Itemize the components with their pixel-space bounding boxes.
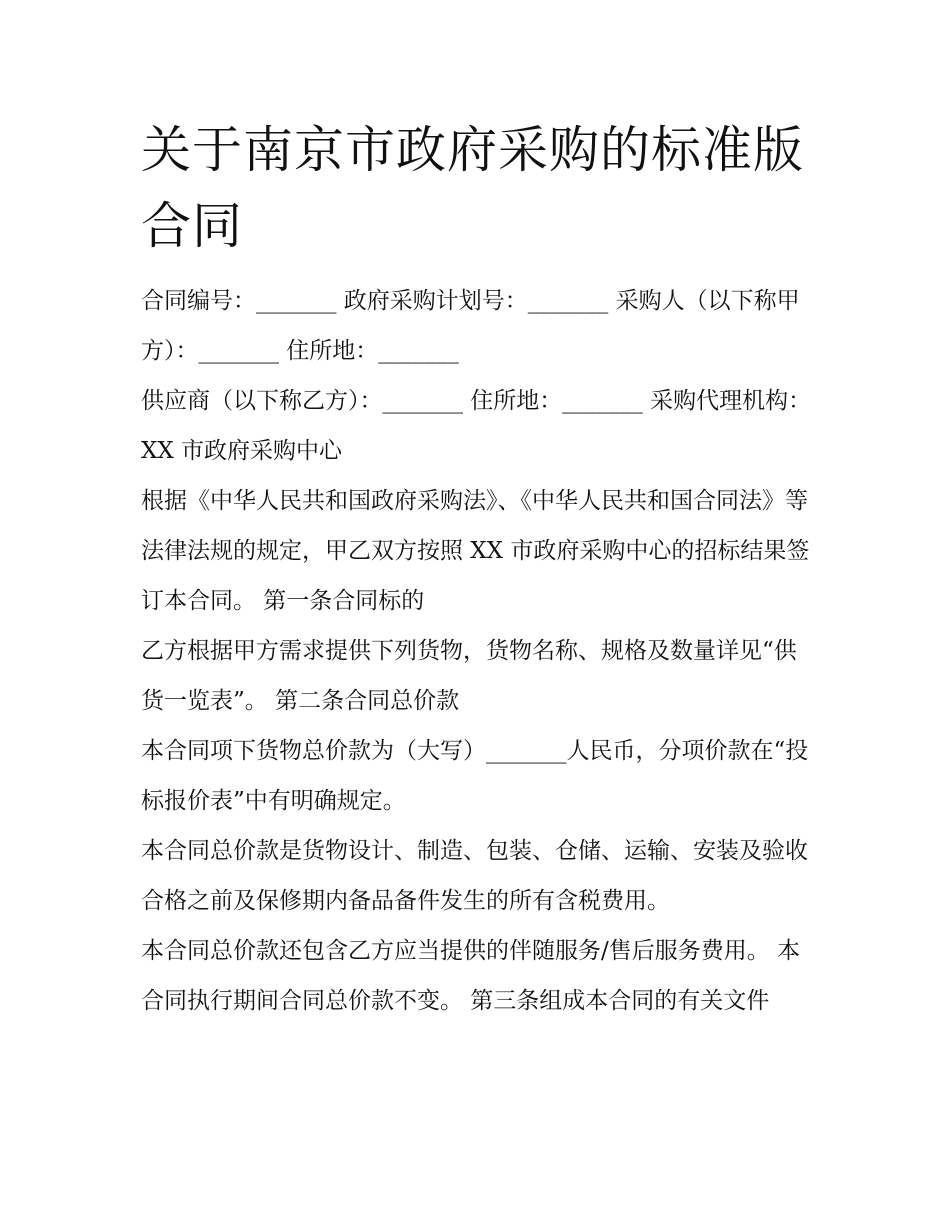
paragraph-legal-basis: 根据《中华人民共和国政府采购法》、《中华人民共和国合同法》等法律法规的规定，甲乙双方按照 XX 市政府采购中心的招标结果签订本合同。 第一条合同标的 (141, 488, 810, 614)
paragraph-contract-parties: 合同编号：_______ 政府采购计划号：_______ 采购人（以下称甲方）：_______ 住所地：_______ (141, 288, 800, 364)
paragraph-price-scope: 本合同总价款是货物设计、制造、包装、仓储、运输、安装及验收合格之前及保修期内备品备件发生的所有含税费用。 (141, 838, 808, 914)
paragraph-supplier-info: 供应商（以下称乙方）：_______ 住所地：_______ 采购代理机构：XX 市政府采购中心 (141, 388, 812, 464)
paragraph-goods-subject: 乙方根据甲方需求提供下列货物，货物名称、规格及数量详见“供货一览表”。 第二条合同总价款 (141, 638, 797, 714)
paragraph-price-services: 本合同总价款还包含乙方应当提供的伴随服务/售后服务费用。 本合同执行期间合同总价款不变。 第三条组成本合同的有关文件 (141, 938, 801, 1014)
document-title: 关于南京市政府采购的标准版合同 (141, 121, 804, 255)
paragraph-total-price: 本合同项下货物总价款为（大写）_______人民币，分项价款在“投标报价表”中有明确规定。 (141, 738, 809, 814)
document-body (141, 112, 813, 1026)
